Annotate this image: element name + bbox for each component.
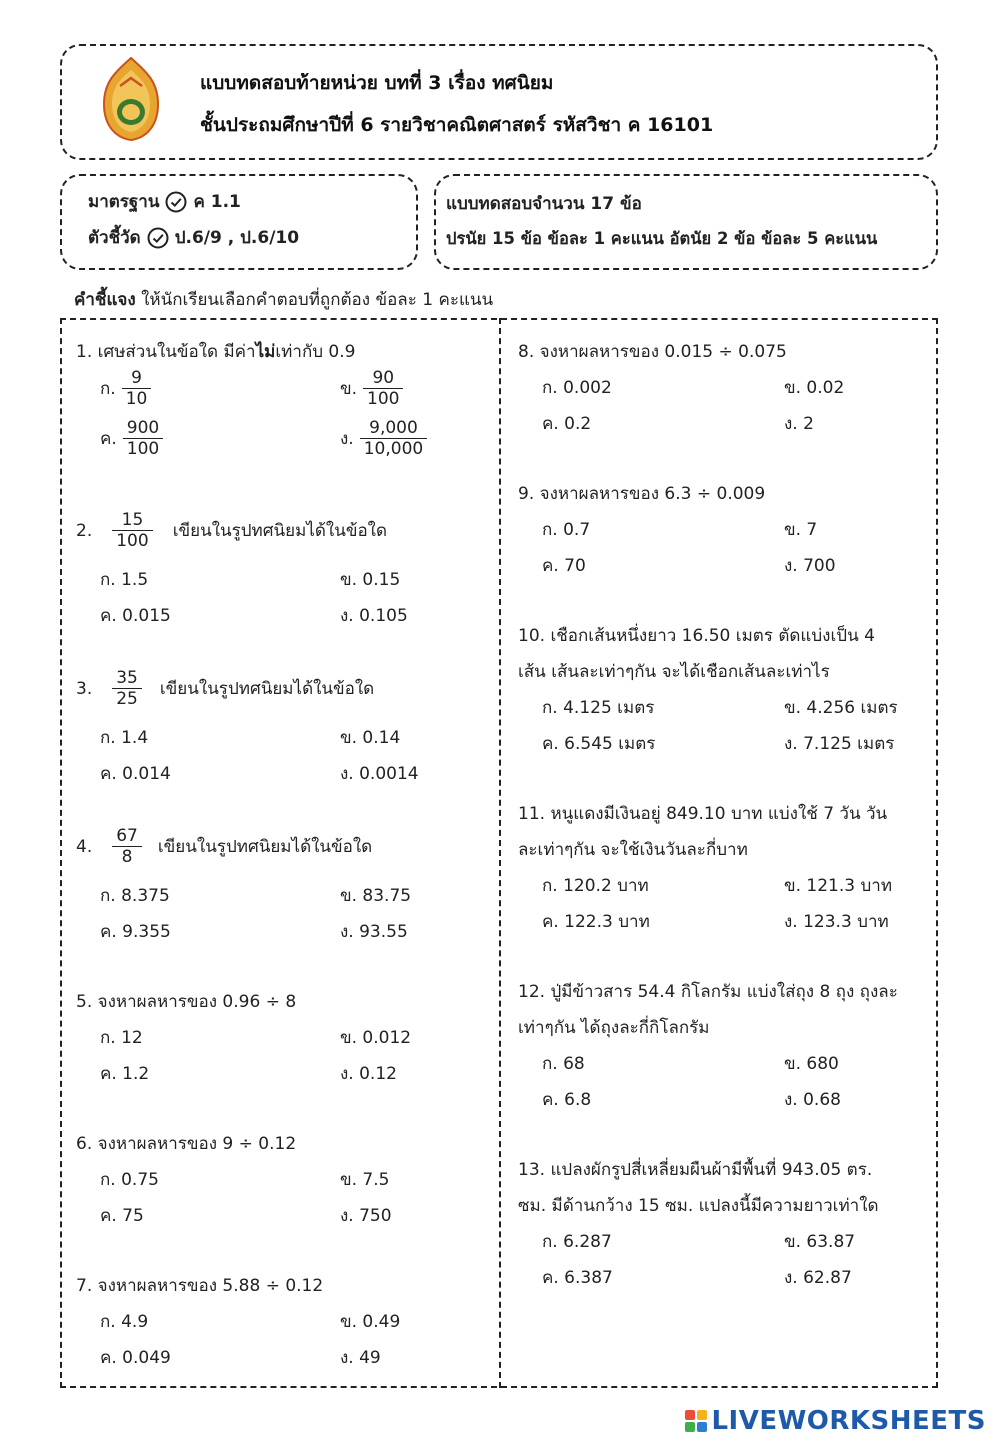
question-10-line2: เส้น เส้นละเท่าๆกัน จะได้เชือกเส้นละเท่าไร [518, 662, 830, 682]
q11-option-d[interactable]: ง. 123.3 บาท [784, 912, 889, 932]
header-title-line2: ชั้นประถมศึกษาปีที่ 6 รายวิชาคณิตศาสตร์ รหัสวิชา ค 16101 [200, 114, 714, 136]
check-circle-icon [147, 227, 169, 249]
numerator: 67 [116, 826, 138, 846]
q7-option-b[interactable]: ข. 0.49 [340, 1312, 401, 1332]
q12-option-a[interactable]: ก. 68 [542, 1054, 585, 1074]
q1-text-bold: ไม่ [255, 342, 276, 362]
denominator: 25 [116, 689, 138, 710]
question-number: 3. [76, 678, 93, 699]
q13-option-c[interactable]: ค. 6.387 [542, 1268, 613, 1288]
q1-option-d[interactable] [340, 418, 427, 460]
q3-option-a[interactable]: ก. 1.4 [100, 728, 149, 748]
q8-option-c[interactable]: ค. 0.2 [542, 414, 592, 434]
fraction [112, 668, 142, 710]
numerator: 15 [121, 510, 144, 530]
q3-option-c[interactable]: ค. 0.014 [100, 764, 171, 784]
indicator-value: ป.6/9 , ป.6/10 [174, 228, 300, 248]
q13-option-a[interactable]: ก. 6.287 [542, 1232, 612, 1252]
question-13-line2: ซม. มีด้านกว้าง 15 ซม. แปลงนี้มีความยาวเท่าใด [518, 1196, 879, 1216]
denominator: 10,000 [363, 439, 424, 460]
q7-option-d[interactable]: ง. 49 [340, 1348, 381, 1368]
question-5: 5. จงหาผลหารของ 0.96 ÷ 8 [76, 992, 297, 1012]
option-label: ง. [340, 429, 354, 450]
q1-option-c[interactable] [100, 418, 163, 460]
q8-option-b[interactable]: ข. 0.02 [784, 378, 845, 398]
q9-option-c[interactable]: ค. 70 [542, 556, 586, 576]
denominator: 10 [125, 389, 148, 410]
q11-option-a[interactable]: ก. 120.2 บาท [542, 876, 649, 896]
q2-option-a[interactable]: ก. 1.5 [100, 570, 149, 590]
option-label: ก. [100, 379, 116, 400]
standard-label: มาตรฐาน [88, 192, 160, 212]
q5-option-d[interactable]: ง. 0.12 [340, 1064, 397, 1084]
instruction [74, 286, 493, 313]
header-title-line1: แบบทดสอบท้ายหน่วย บทที่ 3 เรื่อง ทศนิยม [200, 72, 554, 94]
question-text: เขียนในรูปทศนิยมได้ในข้อใด [159, 679, 375, 700]
question-12-line2: เท่าๆกัน ได้ถุงละกี่กิโลกรัม [518, 1018, 710, 1038]
check-circle-icon [165, 191, 187, 213]
q13-option-b[interactable]: ข. 63.87 [784, 1232, 856, 1252]
question-text: เขียนในรูปทศนิยมได้ในข้อใด [172, 521, 388, 542]
q2-option-c[interactable]: ค. 0.015 [100, 606, 171, 626]
q9-option-a[interactable]: ก. 0.7 [542, 520, 591, 540]
question-8: 8. จงหาผลหารของ 0.015 ÷ 0.075 [518, 342, 787, 362]
instruction-text: ให้นักเรียนเลือกคำตอบที่ถูกต้อง ข้อละ 1 คะแนน [135, 290, 494, 310]
instruction-label: คำชี้แจง [74, 290, 136, 310]
question-number: 2. [76, 520, 93, 541]
indicator-line [88, 224, 299, 251]
q3-option-d[interactable]: ง. 0.0014 [340, 764, 419, 784]
test-count: แบบทดสอบจำนวน 17 ข้อ [446, 194, 642, 214]
numerator: 90 [372, 368, 395, 388]
question-1 [76, 334, 355, 370]
question-7: 7. จงหาผลหารของ 5.88 ÷ 0.12 [76, 1276, 324, 1296]
fraction [112, 510, 152, 552]
question-2 [76, 510, 387, 552]
q6-option-c[interactable]: ค. 75 [100, 1206, 144, 1226]
q7-option-a[interactable]: ก. 4.9 [100, 1312, 149, 1332]
q1-text-post: เท่ากับ 0.9 [275, 342, 356, 362]
school-emblem [100, 56, 162, 142]
q8-option-a[interactable]: ก. 0.002 [542, 378, 612, 398]
liveworksheets-footer[interactable] [685, 1406, 986, 1436]
numerator: 900 [126, 418, 160, 438]
q11-option-c[interactable]: ค. 122.3 บาท [542, 912, 650, 932]
q13-option-d[interactable]: ง. 62.87 [784, 1268, 852, 1288]
numerator: 9,000 [369, 418, 418, 438]
question-13-line1: 13. แปลงผักรูปสี่เหลี่ยมผืนผ้ามีพื้นที่ 943.05 ตร. [518, 1160, 873, 1180]
q1-option-b[interactable] [340, 368, 403, 410]
q5-option-a[interactable]: ก. 12 [100, 1028, 143, 1048]
liveworksheets-logo-icon [685, 1410, 707, 1432]
q12-option-c[interactable]: ค. 6.8 [542, 1090, 592, 1110]
question-6: 6. จงหาผลหารของ 9 ÷ 0.12 [76, 1134, 297, 1154]
question-11-line2: ละเท่าๆกัน จะใช้เงินวันละกี่บาท [518, 840, 748, 860]
q10-option-d[interactable]: ง. 7.125 เมตร [784, 734, 895, 754]
fraction [122, 368, 152, 410]
q9-option-b[interactable]: ข. 7 [784, 520, 818, 540]
q1-text-pre: 1. เศษส่วนในข้อใด มีค่า [76, 342, 256, 362]
question-10-line1: 10. เชือกเส้นหนึ่งยาว 16.50 เมตร ตัดแบ่งเป็น 4 [518, 626, 875, 646]
q11-option-b[interactable]: ข. 121.3 บาท [784, 876, 893, 896]
header-box [60, 44, 938, 160]
q12-option-b[interactable]: ข. 680 [784, 1054, 839, 1074]
denominator: 8 [121, 847, 133, 868]
numerator: 9 [131, 368, 142, 388]
test-info-box [434, 174, 938, 270]
question-11-line1: 11. หนูแดงมีเงินอยู่ 849.10 บาท แบ่งใช้ 7 วัน วัน [518, 804, 888, 824]
fraction [360, 418, 427, 460]
q4-option-c[interactable]: ค. 9.355 [100, 922, 171, 942]
denominator: 100 [126, 439, 160, 460]
q1-option-a[interactable] [100, 368, 151, 410]
q4-option-a[interactable]: ก. 8.375 [100, 886, 170, 906]
indicator-label: ตัวชี้วัด [88, 228, 141, 248]
q9-option-d[interactable]: ง. 700 [784, 556, 836, 576]
fraction [363, 368, 403, 410]
q10-option-c[interactable]: ค. 6.545 เมตร [542, 734, 656, 754]
q6-option-b[interactable]: ข. 7.5 [340, 1170, 390, 1190]
q2-option-b[interactable]: ข. 0.15 [340, 570, 401, 590]
q6-option-d[interactable]: ง. 750 [340, 1206, 392, 1226]
fraction [112, 826, 142, 868]
q10-option-b[interactable]: ข. 4.256 เมตร [784, 698, 898, 718]
numerator: 35 [116, 668, 138, 688]
column-divider [499, 318, 501, 1388]
q12-option-d[interactable]: ง. 0.68 [784, 1090, 841, 1110]
option-label: ค. [100, 429, 117, 450]
q4-option-d[interactable]: ง. 93.55 [340, 922, 408, 942]
brand-name: LIVEWORKSHEETS [711, 1406, 986, 1436]
question-9: 9. จงหาผลหารของ 6.3 ÷ 0.009 [518, 484, 766, 504]
q7-option-c[interactable]: ค. 0.049 [100, 1348, 171, 1368]
q2-option-d[interactable]: ง. 0.105 [340, 606, 408, 626]
q8-option-d[interactable]: ง. 2 [784, 414, 814, 434]
question-3 [76, 668, 374, 710]
q10-option-a[interactable]: ก. 4.125 เมตร [542, 698, 655, 718]
question-number: 4. [76, 836, 93, 857]
q3-option-b[interactable]: ข. 0.14 [340, 728, 401, 748]
q6-option-a[interactable]: ก. 0.75 [100, 1170, 159, 1190]
denominator: 100 [116, 531, 149, 552]
standard-line [88, 188, 241, 215]
test-scoring: ปรนัย 15 ข้อ ข้อละ 1 คะแนน อัตนัย 2 ข้อ ข้อละ 5 คะแนน [446, 229, 878, 248]
fraction [123, 418, 163, 460]
question-text: เขียนในรูปทศนิยมได้ในข้อใด [157, 837, 373, 858]
option-label: ข. [340, 379, 358, 400]
denominator: 100 [367, 389, 400, 410]
q4-option-b[interactable]: ข. 83.75 [340, 886, 412, 906]
question-12-line1: 12. ปู่มีข้าวสาร 54.4 กิโลกรัม แบ่งใส่ถุง 8 ถุง ถุงละ [518, 982, 898, 1002]
q5-option-b[interactable]: ข. 0.012 [340, 1028, 412, 1048]
question-4 [76, 826, 372, 868]
standard-value: ค 1.1 [193, 192, 241, 212]
q5-option-c[interactable]: ค. 1.2 [100, 1064, 150, 1084]
